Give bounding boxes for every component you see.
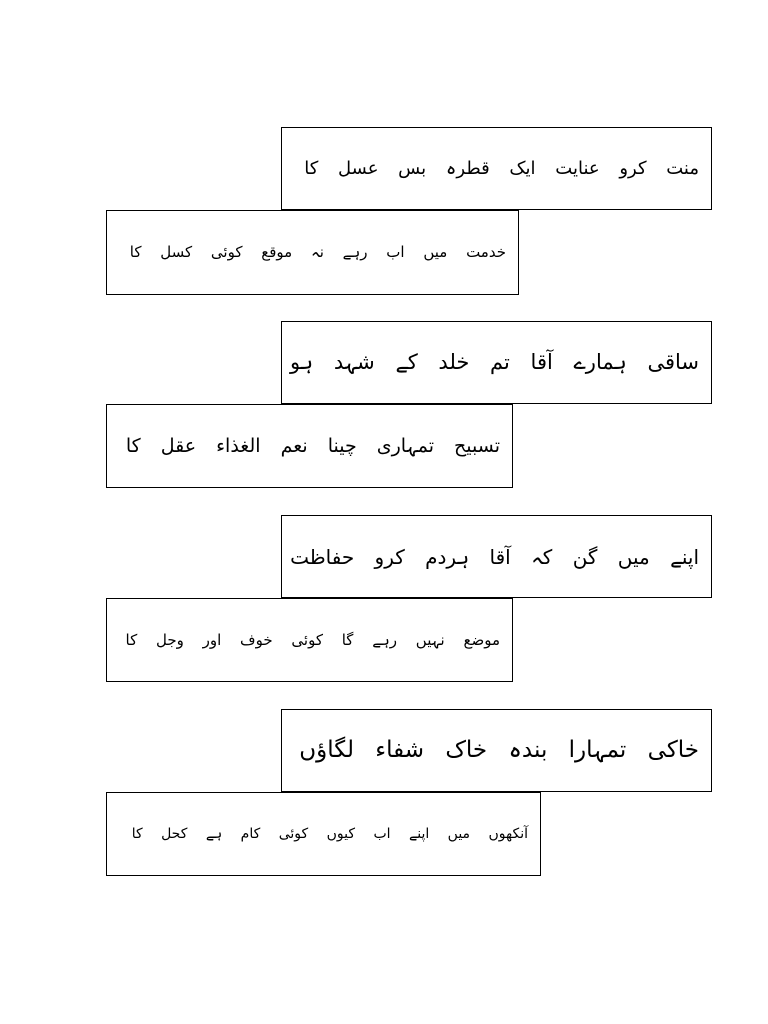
stanza-4-line-1 [281,709,712,792]
verse-text: خدمت میں اب رہے نہ موقع کوئی کسل کا [129,243,506,261]
verse-text: آنکھوں میں اپنے اب کیوں کوئی کام ہے کحل کا [131,826,528,842]
verse-text: ساقی ہمارے آقا تم خلد کے شہد ہو [290,350,699,374]
stanza-1-line-2 [106,210,519,295]
stanza-3-line-2 [106,598,513,682]
verse-text: اپنے میں گن کہ آقا ہردم کرو حفاظت [290,544,699,569]
verse-text: خاکی تمہارا بندہ خاک شفاء لگاؤں [299,737,699,763]
verse-text: منت کرو عنایت ایک قطرہ بس عسل کا [304,157,699,179]
verse-text: تسبیح تمہاری چینا نعم الغذاء عقل کا [125,434,500,457]
stanza-1-line-1 [281,127,712,210]
stanza-4-line-2 [106,792,541,876]
stanza-2-line-2 [106,404,513,488]
stanza-3-line-1 [281,515,712,598]
stanza-2-line-1 [281,321,712,404]
verse-text: موضع نہیں رہے گا کوئی خوف اور وجل کا [125,630,500,649]
